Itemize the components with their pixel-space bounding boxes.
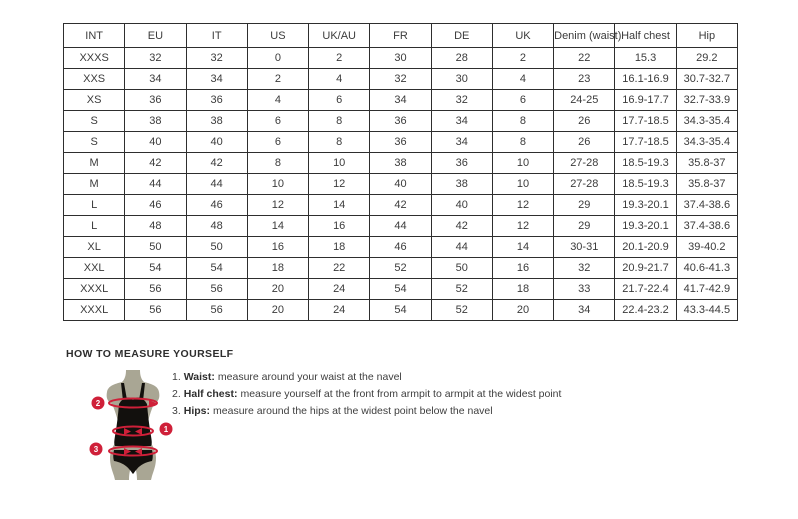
size-cell: 16 (309, 216, 370, 237)
size-cell: 10 (247, 174, 308, 195)
measure-step-half-chest (172, 388, 561, 400)
size-cell: 56 (186, 279, 247, 300)
size-cell: 14 (247, 216, 308, 237)
size-cell: 29.2 (676, 48, 737, 69)
size-cell: 8 (247, 153, 308, 174)
size-cell: 54 (370, 279, 431, 300)
size-cell: 18 (492, 279, 553, 300)
size-cell: 42 (186, 153, 247, 174)
size-cell: XS (64, 90, 125, 111)
badge-waist-number: 1 (163, 425, 169, 434)
step-number: 1. (172, 371, 181, 383)
size-cell: 6 (247, 111, 308, 132)
size-cell: 2 (247, 69, 308, 90)
size-cell: 44 (431, 237, 492, 258)
size-cell: 50 (431, 258, 492, 279)
table-row (64, 69, 738, 90)
size-cell: 36 (186, 90, 247, 111)
size-cell: 32 (370, 69, 431, 90)
size-cell: 24 (309, 279, 370, 300)
table-row (64, 300, 738, 321)
step-label: Waist: (183, 371, 215, 383)
measure-badge-hips (90, 443, 103, 456)
size-cell: 26 (554, 111, 615, 132)
size-cell: 2 (492, 48, 553, 69)
size-cell: 27-28 (554, 174, 615, 195)
size-cell: 32 (125, 48, 186, 69)
size-cell: XXS (64, 69, 125, 90)
size-cell: 15.3 (615, 48, 676, 69)
size-cell: 6 (247, 132, 308, 153)
column-header: FR (370, 24, 431, 48)
size-cell: 48 (125, 216, 186, 237)
size-cell: 18 (247, 258, 308, 279)
table-row (64, 174, 738, 195)
size-cell: 8 (492, 132, 553, 153)
size-cell: 39-40.2 (676, 237, 737, 258)
size-cell: 26 (554, 132, 615, 153)
size-cell: 34 (186, 69, 247, 90)
size-cell: 4 (247, 90, 308, 111)
size-cell: 35.8-37 (676, 153, 737, 174)
size-cell: 8 (492, 111, 553, 132)
size-cell: 56 (186, 300, 247, 321)
size-cell: 42 (431, 216, 492, 237)
size-cell: 10 (492, 153, 553, 174)
size-cell: 54 (125, 258, 186, 279)
size-cell: 24-25 (554, 90, 615, 111)
step-text: measure around the hips at the widest point below the navel (213, 405, 493, 417)
size-cell: 41.7-42.9 (676, 279, 737, 300)
measure-badge-chest (92, 397, 105, 410)
measurement-figure (83, 370, 183, 482)
size-cell: 20 (492, 300, 553, 321)
size-cell: 30.7-32.7 (676, 69, 737, 90)
size-cell: 36 (370, 132, 431, 153)
size-cell: 16 (492, 258, 553, 279)
column-header: IT (186, 24, 247, 48)
measure-steps (172, 371, 561, 422)
table-row (64, 153, 738, 174)
size-cell: 40 (370, 174, 431, 195)
size-cell: 27-28 (554, 153, 615, 174)
size-cell: 19.3-20.1 (615, 216, 676, 237)
size-cell: 36 (431, 153, 492, 174)
size-cell: 40 (186, 132, 247, 153)
measure-section-title: HOW TO MEASURE YOURSELF (66, 348, 234, 360)
size-cell: 36 (370, 111, 431, 132)
size-cell: 52 (431, 300, 492, 321)
size-cell: 20 (247, 300, 308, 321)
size-cell: 10 (492, 174, 553, 195)
size-cell: 42 (370, 195, 431, 216)
table-row (64, 279, 738, 300)
table-row (64, 258, 738, 279)
table-row (64, 195, 738, 216)
size-cell: 40 (125, 132, 186, 153)
size-cell: 8 (309, 132, 370, 153)
size-cell: 22.4-23.2 (615, 300, 676, 321)
size-cell: M (64, 153, 125, 174)
size-cell: 6 (492, 90, 553, 111)
size-cell: 12 (309, 174, 370, 195)
size-cell: 20 (247, 279, 308, 300)
table-row (64, 237, 738, 258)
size-cell: 30-31 (554, 237, 615, 258)
size-cell: 38 (186, 111, 247, 132)
size-cell: 20.9-21.7 (615, 258, 676, 279)
size-cell: XXXL (64, 300, 125, 321)
size-cell: 32 (431, 90, 492, 111)
size-cell: 4 (309, 69, 370, 90)
column-header: INT (64, 24, 125, 48)
size-cell: 38 (370, 153, 431, 174)
step-text: measure around your waist at the navel (217, 371, 402, 383)
size-chart-body (64, 48, 738, 321)
size-cell: 36 (125, 90, 186, 111)
size-cell: 35.8-37 (676, 174, 737, 195)
size-cell: 50 (186, 237, 247, 258)
size-cell: 54 (370, 300, 431, 321)
column-header: Denim (waist) (554, 24, 615, 48)
size-cell: 52 (370, 258, 431, 279)
size-cell: 16 (247, 237, 308, 258)
size-cell: 0 (247, 48, 308, 69)
size-cell: 34 (431, 132, 492, 153)
size-cell: 2 (309, 48, 370, 69)
size-cell: 30 (431, 69, 492, 90)
size-cell: 38 (125, 111, 186, 132)
size-cell: 10 (309, 153, 370, 174)
size-cell: 46 (186, 195, 247, 216)
size-chart-head-row (64, 24, 738, 48)
size-cell: 4 (492, 69, 553, 90)
measure-step-hips (172, 405, 561, 417)
size-cell: 56 (125, 300, 186, 321)
size-cell: 56 (125, 279, 186, 300)
size-cell: 34.3-35.4 (676, 111, 737, 132)
size-cell: 29 (554, 216, 615, 237)
size-cell: 24 (309, 300, 370, 321)
step-number: 2. (172, 388, 181, 400)
size-cell: 14 (492, 237, 553, 258)
measure-badge-waist (160, 423, 173, 436)
badge-hips-number: 3 (93, 445, 99, 454)
size-cell: L (64, 195, 125, 216)
size-cell: 33 (554, 279, 615, 300)
size-cell: 16.9-17.7 (615, 90, 676, 111)
size-cell: 34 (370, 90, 431, 111)
column-header: UK (492, 24, 553, 48)
size-cell: 42 (125, 153, 186, 174)
size-cell: 22 (554, 48, 615, 69)
column-header: Half chest (615, 24, 676, 48)
size-cell: 37.4-38.6 (676, 195, 737, 216)
step-text: measure yourself at the front from armpit to armpit at the widest point (240, 388, 562, 400)
badge-chest-number: 2 (95, 399, 101, 408)
size-cell: 18.5-19.3 (615, 153, 676, 174)
size-cell: 48 (186, 216, 247, 237)
size-cell: 54 (186, 258, 247, 279)
size-cell: 43.3-44.5 (676, 300, 737, 321)
size-cell: 40 (431, 195, 492, 216)
size-cell: XXL (64, 258, 125, 279)
size-cell: 17.7-18.5 (615, 111, 676, 132)
mannequin-illustration (83, 370, 183, 482)
size-cell: 12 (492, 216, 553, 237)
size-cell: 34 (125, 69, 186, 90)
measure-step-waist (172, 371, 561, 383)
table-row (64, 111, 738, 132)
size-chart-table (63, 23, 738, 321)
size-cell: 6 (309, 90, 370, 111)
size-cell: 20.1-20.9 (615, 237, 676, 258)
size-cell: 44 (370, 216, 431, 237)
step-number: 3. (172, 405, 181, 417)
size-cell: 46 (370, 237, 431, 258)
size-cell: 37.4-38.6 (676, 216, 737, 237)
size-cell: 8 (309, 111, 370, 132)
swimsuit-top (114, 397, 152, 446)
size-cell: 18.5-19.3 (615, 174, 676, 195)
size-cell: 46 (125, 195, 186, 216)
size-cell: 12 (247, 195, 308, 216)
size-cell: 22 (309, 258, 370, 279)
size-cell: 34 (431, 111, 492, 132)
column-header: US (247, 24, 308, 48)
size-cell: 40.6-41.3 (676, 258, 737, 279)
size-cell: 34 (554, 300, 615, 321)
size-cell: 28 (431, 48, 492, 69)
size-cell: 32 (554, 258, 615, 279)
table-row (64, 90, 738, 111)
size-cell: 17.7-18.5 (615, 132, 676, 153)
size-chart-head (64, 24, 738, 48)
size-cell: M (64, 174, 125, 195)
size-cell: 34.3-35.4 (676, 132, 737, 153)
table-row (64, 216, 738, 237)
size-cell: L (64, 216, 125, 237)
column-header: Hip (676, 24, 737, 48)
size-cell: 52 (431, 279, 492, 300)
size-cell: S (64, 111, 125, 132)
size-cell: 21.7-22.4 (615, 279, 676, 300)
size-cell: 23 (554, 69, 615, 90)
size-cell: S (64, 132, 125, 153)
column-header: EU (125, 24, 186, 48)
size-cell: 14 (309, 195, 370, 216)
size-cell: 50 (125, 237, 186, 258)
size-cell: 30 (370, 48, 431, 69)
size-cell: 12 (492, 195, 553, 216)
size-cell: 29 (554, 195, 615, 216)
size-cell: XL (64, 237, 125, 258)
size-cell: 32.7-33.9 (676, 90, 737, 111)
size-cell: XXXL (64, 279, 125, 300)
column-header: DE (431, 24, 492, 48)
size-cell: 19.3-20.1 (615, 195, 676, 216)
table-row (64, 48, 738, 69)
size-cell: 44 (186, 174, 247, 195)
size-cell: 16.1-16.9 (615, 69, 676, 90)
size-cell: 44 (125, 174, 186, 195)
table-row (64, 132, 738, 153)
size-cell: 38 (431, 174, 492, 195)
size-cell: 32 (186, 48, 247, 69)
step-label: Hips: (183, 405, 211, 417)
column-header: UK/AU (309, 24, 370, 48)
step-label: Half chest: (183, 388, 238, 400)
size-cell: 18 (309, 237, 370, 258)
size-cell: XXXS (64, 48, 125, 69)
